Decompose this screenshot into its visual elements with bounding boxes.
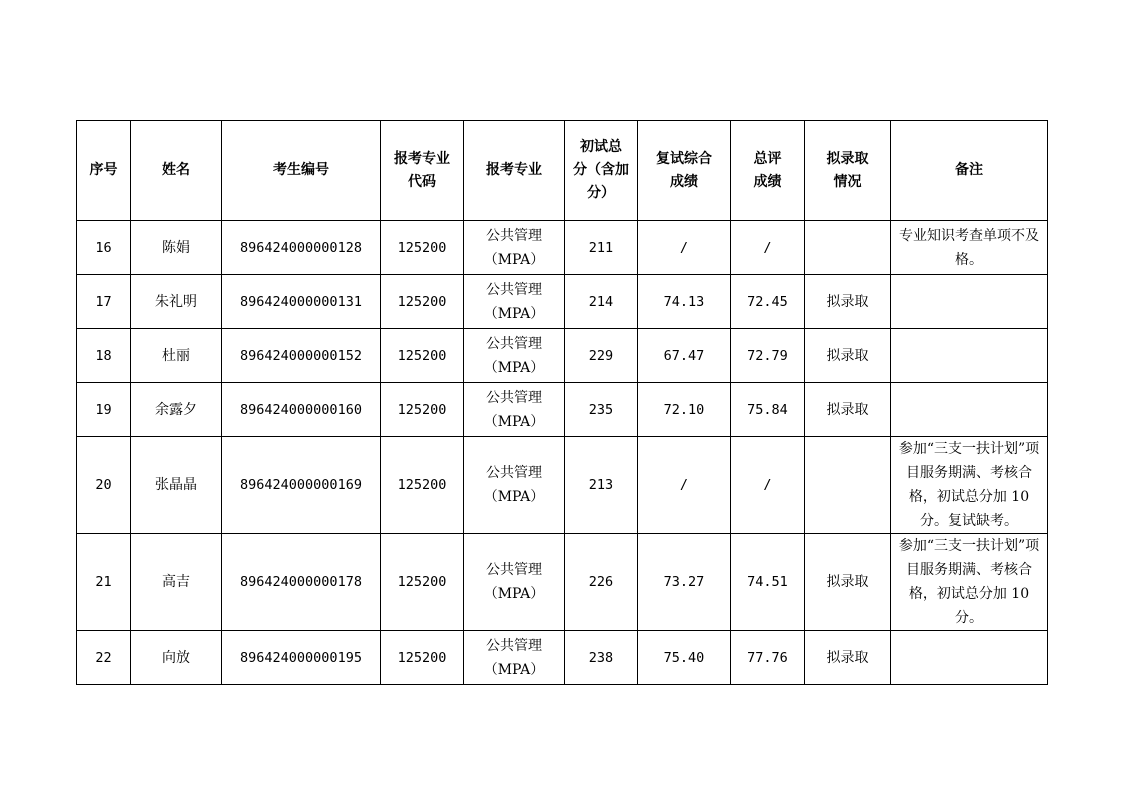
cell-admission: 拟录取	[805, 275, 891, 329]
cell-seq: 16	[77, 221, 131, 275]
cell-seq: 20	[77, 437, 131, 534]
cell-name: 陈娟	[131, 221, 222, 275]
cell-name: 张晶晶	[131, 437, 222, 534]
cell-admission: 拟录取	[805, 329, 891, 383]
cell-retest-score: 75.40	[638, 631, 731, 685]
cell-remarks: 参加“三支一扶计划”项目服务期满、考核合格，初试总分加 10 分。	[891, 534, 1048, 631]
cell-retest-score: 73.27	[638, 534, 731, 631]
cell-initial-score: 211	[565, 221, 638, 275]
cell-exam-id: 896424000000128	[222, 221, 381, 275]
cell-remarks: 参加“三支一扶计划”项目服务期满、考核合格，初试总分加 10 分。复试缺考。	[891, 437, 1048, 534]
cell-remarks	[891, 275, 1048, 329]
cell-exam-id: 896424000000169	[222, 437, 381, 534]
cell-seq: 19	[77, 383, 131, 437]
cell-major: 公共管理 （MPA）	[464, 383, 565, 437]
header-admission: 拟录取 情况	[805, 121, 891, 221]
cell-name: 高吉	[131, 534, 222, 631]
cell-major-code: 125200	[381, 329, 464, 383]
header-exam-id: 考生编号	[222, 121, 381, 221]
table-row	[77, 383, 1048, 437]
cell-exam-id: 896424000000195	[222, 631, 381, 685]
cell-seq: 18	[77, 329, 131, 383]
cell-major: 公共管理 （MPA）	[464, 437, 565, 534]
header-retest-score: 复试综合 成绩	[638, 121, 731, 221]
cell-major-code: 125200	[381, 437, 464, 534]
header-remarks: 备注	[891, 121, 1048, 221]
cell-initial-score: 229	[565, 329, 638, 383]
cell-name: 向放	[131, 631, 222, 685]
cell-total-score: 72.79	[731, 329, 805, 383]
cell-admission	[805, 221, 891, 275]
cell-major: 公共管理 （MPA）	[464, 534, 565, 631]
cell-retest-score: /	[638, 221, 731, 275]
cell-total-score: /	[731, 437, 805, 534]
cell-total-score: 72.45	[731, 275, 805, 329]
cell-remarks	[891, 631, 1048, 685]
cell-remarks: 专业知识考查单项不及格。	[891, 221, 1048, 275]
cell-major-code: 125200	[381, 383, 464, 437]
table-row	[77, 329, 1048, 383]
cell-major-code: 125200	[381, 275, 464, 329]
cell-initial-score: 238	[565, 631, 638, 685]
cell-retest-score: 72.10	[638, 383, 731, 437]
cell-seq: 22	[77, 631, 131, 685]
cell-major-code: 125200	[381, 221, 464, 275]
cell-total-score: 75.84	[731, 383, 805, 437]
cell-retest-score: 67.47	[638, 329, 731, 383]
cell-major-code: 125200	[381, 534, 464, 631]
cell-name: 余露夕	[131, 383, 222, 437]
cell-remarks	[891, 329, 1048, 383]
table-row	[77, 221, 1048, 275]
cell-admission: 拟录取	[805, 534, 891, 631]
header-initial-score: 初试总 分（含加 分）	[565, 121, 638, 221]
cell-seq: 17	[77, 275, 131, 329]
header-major-code: 报考专业 代码	[381, 121, 464, 221]
cell-seq: 21	[77, 534, 131, 631]
cell-retest-score: 74.13	[638, 275, 731, 329]
cell-name: 朱礼明	[131, 275, 222, 329]
cell-total-score: 74.51	[731, 534, 805, 631]
cell-exam-id: 896424000000160	[222, 383, 381, 437]
header-name: 姓名	[131, 121, 222, 221]
cell-major: 公共管理 （MPA）	[464, 275, 565, 329]
cell-name: 杜丽	[131, 329, 222, 383]
cell-remarks	[891, 383, 1048, 437]
cell-retest-score: /	[638, 437, 731, 534]
cell-total-score: 77.76	[731, 631, 805, 685]
header-major: 报考专业	[464, 121, 565, 221]
cell-admission: 拟录取	[805, 383, 891, 437]
cell-major: 公共管理 （MPA）	[464, 329, 565, 383]
header-total-score: 总评 成绩	[731, 121, 805, 221]
cell-major-code: 125200	[381, 631, 464, 685]
cell-initial-score: 214	[565, 275, 638, 329]
admission-results-table	[76, 120, 1048, 685]
cell-major: 公共管理 （MPA）	[464, 221, 565, 275]
table-row	[77, 437, 1048, 534]
cell-major: 公共管理 （MPA）	[464, 631, 565, 685]
header-seq: 序号	[77, 121, 131, 221]
cell-exam-id: 896424000000152	[222, 329, 381, 383]
cell-admission	[805, 437, 891, 534]
cell-initial-score: 226	[565, 534, 638, 631]
table-row	[77, 534, 1048, 631]
cell-exam-id: 896424000000131	[222, 275, 381, 329]
cell-total-score: /	[731, 221, 805, 275]
cell-admission: 拟录取	[805, 631, 891, 685]
cell-exam-id: 896424000000178	[222, 534, 381, 631]
table-header-row	[77, 121, 1048, 221]
table-row	[77, 631, 1048, 685]
cell-initial-score: 235	[565, 383, 638, 437]
cell-initial-score: 213	[565, 437, 638, 534]
table-row	[77, 275, 1048, 329]
